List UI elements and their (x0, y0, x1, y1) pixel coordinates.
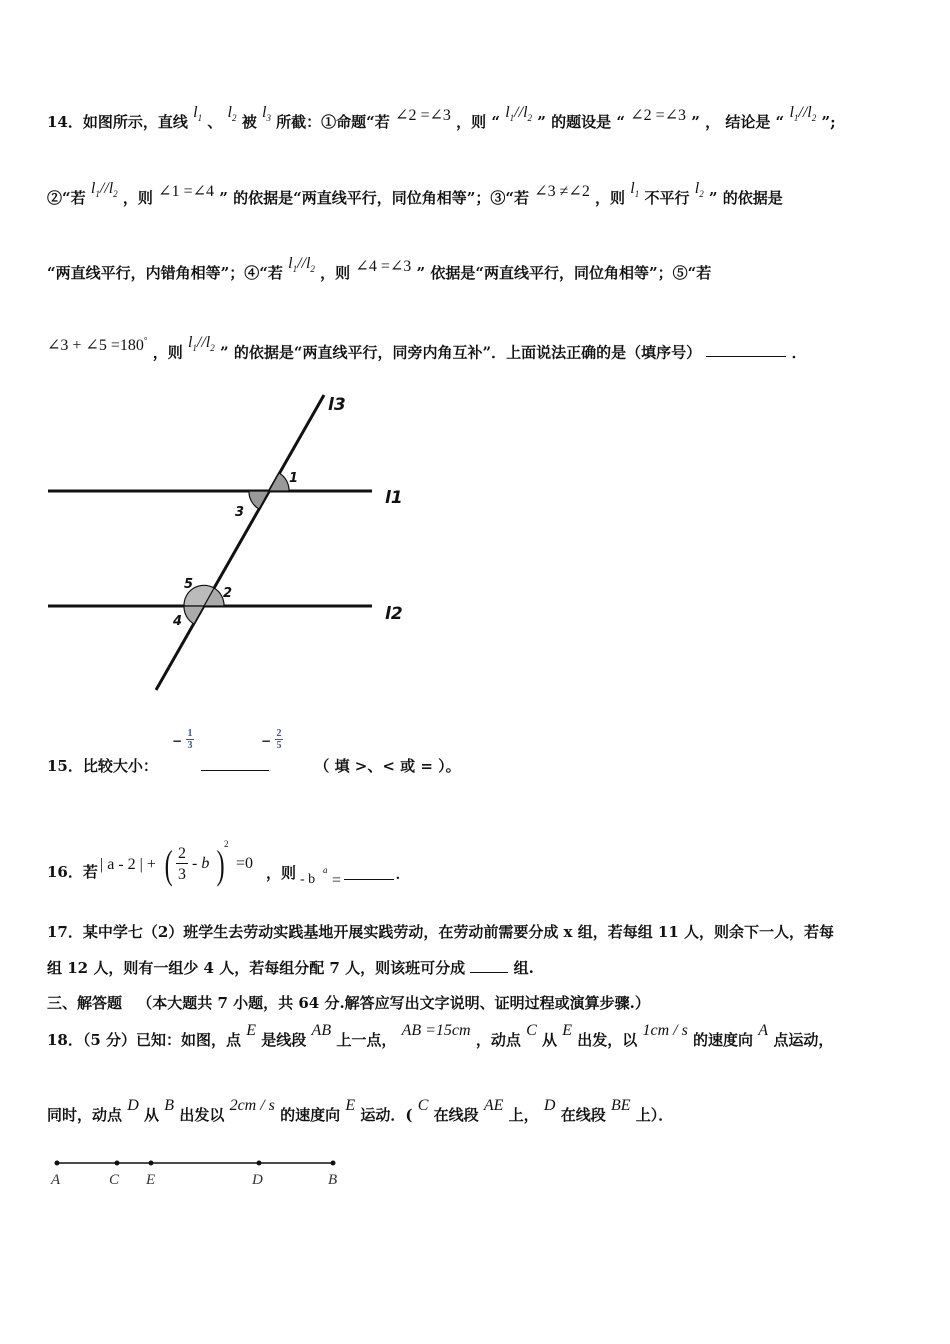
q16-equation: | a - 2 | + ( 2 3 - b ) 2 =0 ，则 - b a = . (100, 839, 400, 889)
point-b (331, 1161, 336, 1166)
q18-line1: 18．（5 分）已知：如图，点 E 是线段 AB 上一点， AB =15cm ，动点 C 从 E 出发，以 1cm / s 的速度向 A 点运动， (47, 1022, 834, 1049)
point-a (55, 1161, 60, 1166)
q14-text: 14．如图所示，直线 (47, 113, 188, 131)
q18-line2: 同时，动点 D 从 B 出发以 2cm / s 的速度向 E 运动．( C 在线段 AE 上， D 在线段 BE 上）． (47, 1097, 674, 1124)
label-5: 5 (184, 577, 194, 592)
math-angle-2-3: ∠2 =∠3 (395, 107, 451, 124)
label-2: 2 (223, 586, 233, 601)
math-l2: $l_2$ (227, 104, 237, 124)
q17-line1: 17．某中学七（2）班学生去劳动实践基地开展实践劳动，在劳动前需要分成 x 组，若每组 11 人，则余下一人，若每 (47, 923, 835, 941)
angle-4-mark (184, 606, 204, 624)
math-angle-3-ne-2: ∠3 ≠∠2 (534, 183, 590, 200)
math-speed-2: 2cm / s (229, 1097, 275, 1114)
math-ab-15cm: AB =15cm (401, 1022, 471, 1039)
q17-line2: 组 12 人，则有一组少 4 人，若每组分配 7 人，则该班可分成 组. (47, 959, 534, 977)
angle-3-mark (249, 491, 269, 509)
label-a: A (51, 1172, 61, 1188)
q16-line: 16．若 (47, 863, 98, 881)
point-d (257, 1161, 262, 1166)
label-3: 3 (235, 505, 245, 520)
answer-blank-16[interactable] (344, 865, 394, 880)
line-l3 (156, 395, 324, 690)
label-b: B (328, 1172, 338, 1188)
point-e (149, 1161, 154, 1166)
label-l2: l2 (385, 604, 403, 624)
math-angle-sum: ∠3 + ∠5 =180° (47, 336, 148, 355)
angle-1-mark (269, 473, 289, 491)
math-angle-1-4: ∠1 =∠4 (158, 183, 214, 200)
parallel-lines-figure (40, 385, 420, 695)
q14-line4: ∠3 + ∠5 =180° ，则 $l_1//l_2$ ” 的依据是“两直线平行，同旁内角互补”．上面说法正确的是（填序号） ． (47, 334, 807, 362)
math-l1-par-l2: $l_1//l_2$ (505, 104, 533, 124)
math-speed-1: 1cm / s (642, 1022, 688, 1039)
q14-line3: “两直线平行，内错角相等”；④“若 $l_1//l_2$ ，则 ∠4 =∠3 ” 依据是“两直线平行，同位角相等”；⑤“若 (47, 255, 712, 282)
math-l3: $l_3$ (261, 104, 271, 124)
answer-blank-17[interactable] (470, 958, 508, 973)
label-d: D (252, 1172, 263, 1188)
math-angle-4-3: ∠4 =∠3 (355, 258, 412, 275)
label-4: 4 (173, 614, 183, 629)
label-e: E (146, 1172, 156, 1188)
math-l1: $l_1$ (193, 104, 203, 124)
q14-line2: ②“若 $l_1//l_2$ ，则 ∠1 =∠4 ” 的依据是“两直线平行，同位角相等”；③“若 ∠3 ≠∠2 ，则 $l_1$ 不平行 $l_2$ ” 的依据是 (47, 180, 783, 207)
answer-blank-15[interactable] (201, 756, 269, 771)
q14-line1: 14．如图所示，直线 $l_1$ 、 $l_2$ 被 $l_3$ 所截：①命题“若 ∠2 =∠3 ，则 “ $l_1//l_2$ ” 的题设是 “ ∠2 =∠3 ” ， 结论是 “ $l_1//l_2$ ”; (47, 104, 836, 131)
answer-blank-14[interactable] (706, 342, 786, 357)
q15-line: 15．比较大小： （ 填 >、< 或 = ）。 (47, 757, 461, 775)
label-l1: l1 (385, 488, 403, 508)
label-c: C (109, 1172, 120, 1188)
label-1: 1 (289, 471, 299, 486)
segment-figure (40, 1150, 360, 1195)
label-l3: l3 (328, 395, 346, 415)
point-c (115, 1161, 120, 1166)
section-3-heading: 三、解答题 （本大题共 7 小题，共 64 分.解答应写出文字说明、证明过程或演算步骤.） (47, 994, 650, 1012)
